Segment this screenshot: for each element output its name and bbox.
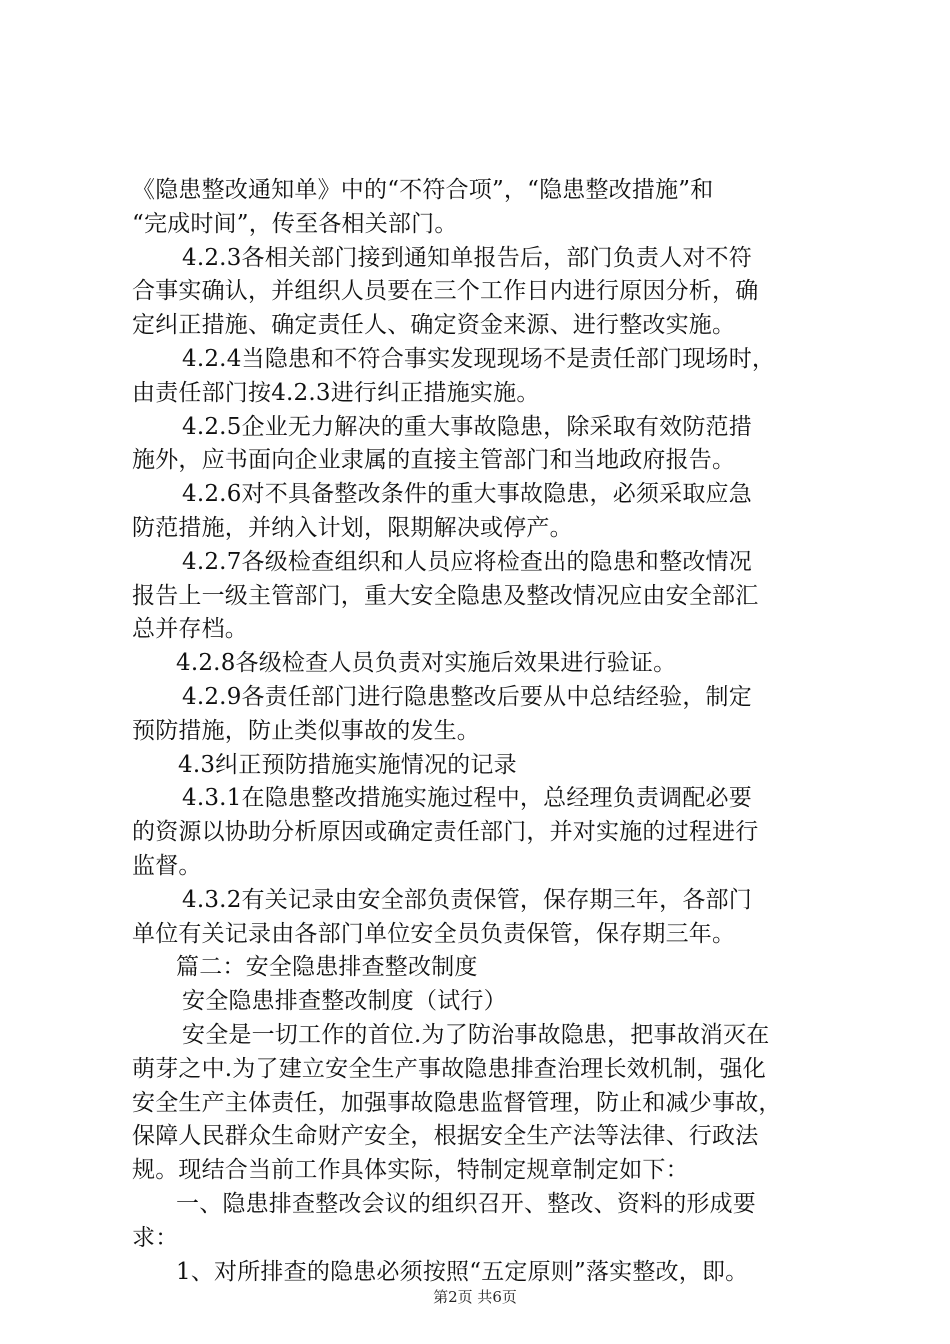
text-line: 4.2.9各责任部门进行隐患整改后要从中总结经验，制定 <box>182 683 752 710</box>
text-line: 4.3纠正预防措施实施情况的记录 <box>178 751 517 778</box>
document-body <box>132 174 832 1289</box>
page-footer: 第2页 共6页 <box>433 1288 517 1306</box>
text-line: 4.2.3各相关部门接到通知单报告后，部门负责人对不符 <box>182 244 752 271</box>
text-line: 的资源以协助分析原因或确定责任部门，并对实施的过程进行 <box>132 819 759 846</box>
text-line: 保障人民群众生命财产安全，根据安全生产法等法律、行政法 <box>132 1123 759 1150</box>
text-line: 监督。 <box>132 852 202 879</box>
text-line: 求： <box>132 1224 179 1251</box>
text-line: 施外，应书面向企业隶属的直接主管部门和当地政府报告。 <box>132 447 736 474</box>
text-line: 一、隐患排查整改会议的组织召开、整改、资料的形成要 <box>176 1190 756 1217</box>
text-line: 规。现结合当前工作具体实际，特制定规章制定如下： <box>132 1157 689 1184</box>
text-line: 总并存档。 <box>132 616 248 643</box>
text-line: 4.2.5企业无力解决的重大事故隐患，除采取有效防范措 <box>182 413 752 440</box>
text-line: 4.2.7各级检查组织和人员应将检查出的隐患和整改情况 <box>182 548 752 575</box>
text-line: 4.2.8各级检查人员负责对实施后效果进行验证。 <box>176 650 677 677</box>
text-line: 安全隐患排查整改制度（试行） <box>182 988 507 1015</box>
text-line: 4.3.2有关记录由安全部负责保管，保存期三年，各部门 <box>182 886 752 913</box>
text-line: 《隐患整改通知单》中的“不符合项”，“隐患整改措施”和 <box>132 177 714 203</box>
text-line: 安全生产主体责任，加强事故隐患监督管理，防止和减少事故， <box>132 1089 782 1116</box>
text-line: 4.3.1在隐患整改措施实施过程中，总经理负责调配必要 <box>182 785 752 812</box>
text-line: “完成时间”，传至各相关部门。 <box>132 210 458 237</box>
text-line: 4.2.4当隐患和不符合事实发现现场不是责任部门现场时， <box>182 345 776 372</box>
text-line: 防范措施，并纳入计划，限期解决或停产。 <box>132 514 573 541</box>
text-line: 篇二：安全隐患排查整改制度 <box>176 954 478 981</box>
text-line: 合事实确认，并组织人员要在三个工作日内进行原因分析，确 <box>132 278 759 305</box>
text-line: 萌芽之中.为了建立安全生产事故隐患排查治理长效机制，强化 <box>132 1055 766 1082</box>
text-line: 定纠正措施、确定责任人、确定资金来源、进行整改实施。 <box>132 312 736 339</box>
text-line: 由责任部门按4.2.3进行纠正措施实施。 <box>132 379 540 406</box>
text-line: 报告上一级主管部门，重大安全隐患及整改情况应由安全部汇 <box>132 582 759 609</box>
text-line: 单位有关记录由各部门单位安全员负责保管，保存期三年。 <box>132 920 736 947</box>
text-line: 1、对所排查的隐患必须按照“五定原则”落实整改，即。 <box>176 1258 749 1285</box>
text-line: 预防措施，防止类似事故的发生。 <box>132 717 480 744</box>
text-line: 4.2.6对不具备整改条件的重大事故隐患，必须采取应急 <box>182 481 752 508</box>
text-line: 安全是一切工作的首位.为了防治事故隐患，把事故消灭在 <box>182 1021 770 1048</box>
